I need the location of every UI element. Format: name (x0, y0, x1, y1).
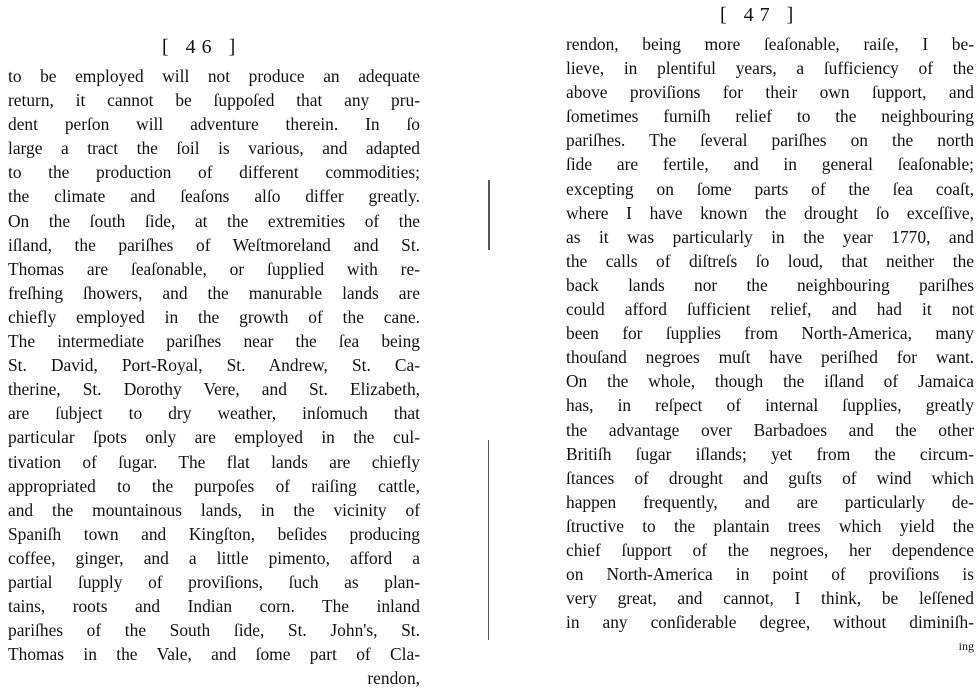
text-line: above proviſions for their own ſupport, and (566, 82, 974, 103)
book-gutter (488, 0, 492, 660)
text-line: back lands nor the neighbouring pariſhes (566, 274, 974, 295)
right-page-number: [ 47 ] (720, 4, 800, 26)
text-line: happen frequently, and are particularly de- (566, 491, 974, 512)
text-line: partial ſupply of proviſions, ſuch as plan- (8, 571, 420, 592)
text-line: large a tract the ſoil is various, and adapted (8, 138, 420, 159)
left-page-number: [ 46 ] (162, 36, 242, 58)
text-line: are ſubject to dry weather, inſomuch that (8, 403, 420, 424)
catchword: rendon, (367, 668, 420, 689)
text-line: thouſand negroes muſt have periſhed for want. (566, 347, 974, 368)
text-line: freſhing ſhowers, and the manurable lands are (8, 282, 420, 303)
left-page-text (8, 64, 420, 690)
text-line: been for ſupplies from North-America, many (566, 323, 974, 344)
text-line: as it was particularly in the year 1770, and (566, 226, 974, 247)
text-line: tivation of ſugar. The flat lands are chiefly (8, 451, 420, 472)
right-page-text (566, 32, 974, 658)
text-line: On the ſouth ſide, at the extremities of the (8, 210, 420, 231)
text-line: dent perſon will adventure therein. In ſo (8, 114, 420, 135)
gutter-shadow (488, 440, 489, 640)
text-line: Thomas are ſeaſonable, or ſupplied with re- (8, 258, 420, 279)
text-line: the advantage over Barbadoes and the other (566, 419, 974, 440)
text-line: The intermediate pariſhes near the ſea being (8, 331, 420, 352)
text-line: on North-America in point of proviſions is (566, 564, 974, 585)
text-line: return, it cannot be ſuppoſed that any pru- (8, 90, 420, 111)
text-line: coffee, ginger, and a little pimento, afford a (8, 547, 420, 568)
text-line: Spaniſh town and Kingſton, beſides producing (8, 523, 420, 544)
text-line: rendon, being more ſeaſonable, raiſe, I be- (566, 34, 974, 54)
text-line: ſometimes furniſh relief to the neighbouring (566, 106, 974, 127)
text-line: pariſhes of the South ſide, St. John's, St. (8, 620, 420, 641)
text-line: chiefly employed in the growth of the cane. (8, 306, 420, 327)
gutter-shadow (488, 180, 490, 250)
text-line: where I have known the drought ſo exceſſive, (566, 202, 974, 223)
text-line: ſtructive to the plantain trees which yield the (566, 515, 974, 536)
text-line: to be employed will not produce an adequate (8, 66, 420, 86)
text-line: excepting on ſome parts of the ſea coaſt, (566, 178, 974, 199)
text-line: appropriated to the purpoſes of raiſing cattle, (8, 475, 420, 496)
text-line: Britiſh ſugar iſlands; yet from the circum- (566, 443, 974, 464)
text-line: the climate and ſeaſons alſo differ greatly. (8, 186, 420, 207)
text-line: in any conſiderable degree, without diminiſh- (566, 612, 974, 633)
text-line: and the mountainous lands, in the vicinity of (8, 499, 420, 520)
text-line: ſtances of drought and guſts of wind which (566, 467, 974, 488)
text-line: On the whole, though the iſland of Jamaica (566, 371, 974, 392)
text-line: St. David, Port-Royal, St. Andrew, St. Ca- (8, 355, 420, 376)
text-line: the calls of diſtreſs ſo loud, that neither the (566, 250, 974, 271)
text-line: pariſhes. The ſeveral pariſhes on the north (566, 130, 974, 151)
text-line: to the production of different commodities; (8, 162, 420, 183)
text-line: therine, St. Dorothy Vere, and St. Elizabeth, (8, 379, 420, 400)
text-line: chief ſupport of the negroes, her dependence (566, 539, 974, 560)
text-line: ſide are fertile, and in general ſeaſonable; (566, 154, 974, 175)
text-line: Thomas in the Vale, and ſome part of Cla- (8, 644, 420, 665)
text-line: tains, roots and Indian corn. The inland (8, 596, 420, 617)
text-line: iſland, the pariſhes of Weſtmoreland and St. (8, 234, 420, 255)
text-line: particular ſpots only are employed in the cul- (8, 427, 420, 448)
text-line: very great, and cannot, I think, be leſſened (566, 588, 974, 609)
text-line: has, in reſpect of internal ſupplies, greatly (566, 395, 974, 416)
catchword: ing (958, 639, 974, 654)
text-line: could afford ſufficient relief, and had it not (566, 299, 974, 320)
text-line: lieve, in plentiful years, a ſufficiency of the (566, 58, 974, 79)
